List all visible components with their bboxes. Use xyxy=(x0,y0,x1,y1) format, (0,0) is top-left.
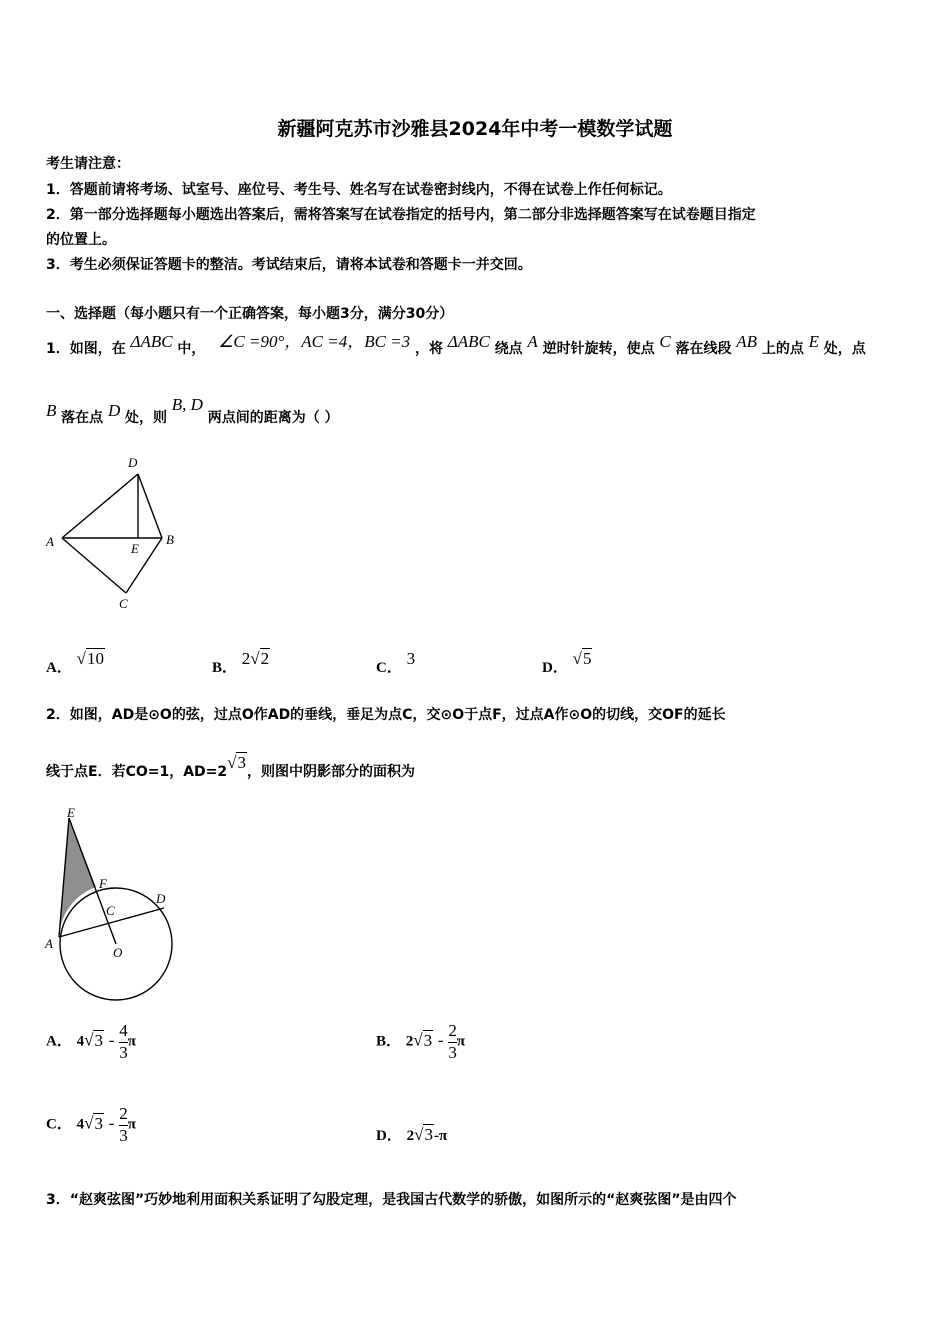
option-label: D． xyxy=(542,660,568,676)
section-heading: 一、选择题（每小题只有一个正确答案，每小题3分，满分30分） xyxy=(46,306,454,322)
option-label: C． xyxy=(376,660,402,676)
q1-text: 上的点 xyxy=(761,341,804,357)
option-label: A． xyxy=(46,660,72,676)
q2-label-a: A xyxy=(45,936,53,951)
q1-math: B, D xyxy=(171,395,203,414)
notice-heading: 考生请注意： xyxy=(46,156,130,172)
q1-option-c[interactable] xyxy=(376,648,416,676)
q2-text: 线于点E．若CO=1，AD=2 xyxy=(46,764,228,780)
q2-stem-line1: 2．如图，AD是⊙O的弦，过点O作AD的垂线，垂足为点C，交⊙O于点F，过点A作⊙O的切线，交OF的延长 xyxy=(46,707,726,723)
q1-text: 处，则 xyxy=(125,410,168,426)
notice-item: 的位置上。 xyxy=(46,232,116,248)
q1-text: 逆时针旋转，使点 xyxy=(542,341,655,357)
option-coef: 2 xyxy=(406,1128,415,1144)
q2-label-d: D xyxy=(156,891,166,906)
q1-option-a[interactable]: A． √10 xyxy=(46,649,104,676)
q1-math: ΔABC xyxy=(130,332,173,351)
option-minus: - xyxy=(108,1113,115,1133)
q1-label-c: C xyxy=(119,596,128,611)
q1-math: AB xyxy=(736,332,758,351)
q2-text: ，则图中阴影部分的面积为 xyxy=(246,764,415,780)
option-radicand: 3 xyxy=(424,1125,433,1144)
q2-stem-line2: 线于点E．若CO=1，AD=2√3，则图中阴影部分的面积为 xyxy=(46,753,415,780)
q1-label-a: A xyxy=(46,534,54,549)
q1-math: ΔABC xyxy=(447,332,490,351)
option-label: B． xyxy=(212,660,238,676)
option-label: A． xyxy=(46,1033,72,1050)
option-value: 3 xyxy=(406,649,416,668)
option-radicand: 3 xyxy=(423,1030,433,1050)
option-radicand: 2 xyxy=(260,649,270,668)
option-pi: π xyxy=(456,1033,466,1050)
q1-text: 绕点 xyxy=(494,341,523,357)
q2-label-f: F xyxy=(99,876,107,891)
q2-option-b[interactable]: B． 2√3 - $\frac{2}{3}$ π xyxy=(376,1021,466,1062)
q2-radicand: 3 xyxy=(237,753,246,772)
q1-math: B xyxy=(46,401,57,420)
q1-text: 落在线段 xyxy=(675,341,732,357)
option-radicand: 10 xyxy=(86,649,104,668)
option-pi: π xyxy=(127,1116,136,1133)
q1-text: ，将 xyxy=(414,341,443,357)
q1-math: A xyxy=(527,332,538,351)
page-title: 新疆阿克苏市沙雅县2024年中考一模数学试题 xyxy=(277,118,673,140)
notice-item: 1．答题前请将考场、试室号、座位号、考生号、姓名写在试卷密封线内，不得在试卷上作任何标记。 xyxy=(46,182,672,198)
option-fraction: $\frac{2}{3}$ xyxy=(448,1021,457,1062)
option-fraction: $\frac{2}{3}$ xyxy=(119,1104,128,1145)
q1-math: D xyxy=(107,401,121,420)
q2-option-d[interactable]: D． 2√3-π xyxy=(376,1125,448,1144)
q1-text: 落在点 xyxy=(61,410,104,426)
option-minus: - xyxy=(437,1030,444,1050)
q1-math: ∠C =90°，AC =4，BC =3 xyxy=(218,332,411,351)
option-coef: 4 xyxy=(76,1116,85,1133)
q1-text: 1．如图，在 xyxy=(46,341,126,357)
q1-label-b: B xyxy=(166,532,174,547)
q1-text: 两点间的距离为（ ） xyxy=(207,410,339,426)
option-coef: 2 xyxy=(241,649,251,668)
q1-label-e: E xyxy=(131,541,139,556)
q1-label-d: D xyxy=(128,455,138,470)
q2-figure xyxy=(40,800,190,1010)
notice-item: 3．考生必须保证答题卡的整洁。考试结束后，请将本试卷和答题卡一并交回。 xyxy=(46,257,532,273)
option-pi: π xyxy=(127,1033,136,1050)
q1-stem-line2 xyxy=(46,395,339,427)
q1-math: C xyxy=(659,332,671,351)
q1-option-b[interactable]: B． 2√2 xyxy=(212,649,270,676)
q2-label-e: E xyxy=(67,805,75,820)
option-radicand: 5 xyxy=(582,649,592,668)
q3-stem-line1: 3．“赵爽弦图”巧妙地利用面积关系证明了勾股定理，是我国古代数学的骄傲，如图所示的“赵爽弦图”是由四个 xyxy=(46,1192,737,1208)
option-radicand: 3 xyxy=(94,1030,103,1050)
option-coef: 2 xyxy=(405,1033,414,1050)
q2-label-o: O xyxy=(113,945,123,960)
q1-text: 处，点 xyxy=(823,341,866,357)
q1-math: E xyxy=(808,332,819,351)
option-radicand: 3 xyxy=(94,1113,103,1133)
q2-option-c[interactable]: C． 4√3 - $\frac{2}{3}$ π xyxy=(46,1104,136,1145)
q1-figure xyxy=(40,450,190,615)
option-label: C． xyxy=(46,1116,72,1133)
option-coef: 4 xyxy=(76,1033,85,1050)
q2-option-a[interactable]: A． 4√3 - $\frac{4}{3}$ π xyxy=(46,1021,136,1062)
q1-text: 中， xyxy=(177,341,206,357)
option-label: B． xyxy=(376,1033,402,1050)
notice-item: 2．第一部分选择题每小题选出答案后，需将答案写在试卷指定的括号内，第二部分非选择题答案写在试卷题目指定 xyxy=(46,207,756,223)
option-tail: -π xyxy=(433,1128,448,1144)
option-label: D． xyxy=(376,1128,402,1144)
option-minus: - xyxy=(108,1030,115,1050)
q2-label-c: C xyxy=(106,903,115,918)
option-fraction: $\frac{4}{3}$ xyxy=(119,1021,128,1062)
q1-stem-line1 xyxy=(46,333,866,358)
q1-option-d[interactable]: D． √5 xyxy=(542,649,592,676)
